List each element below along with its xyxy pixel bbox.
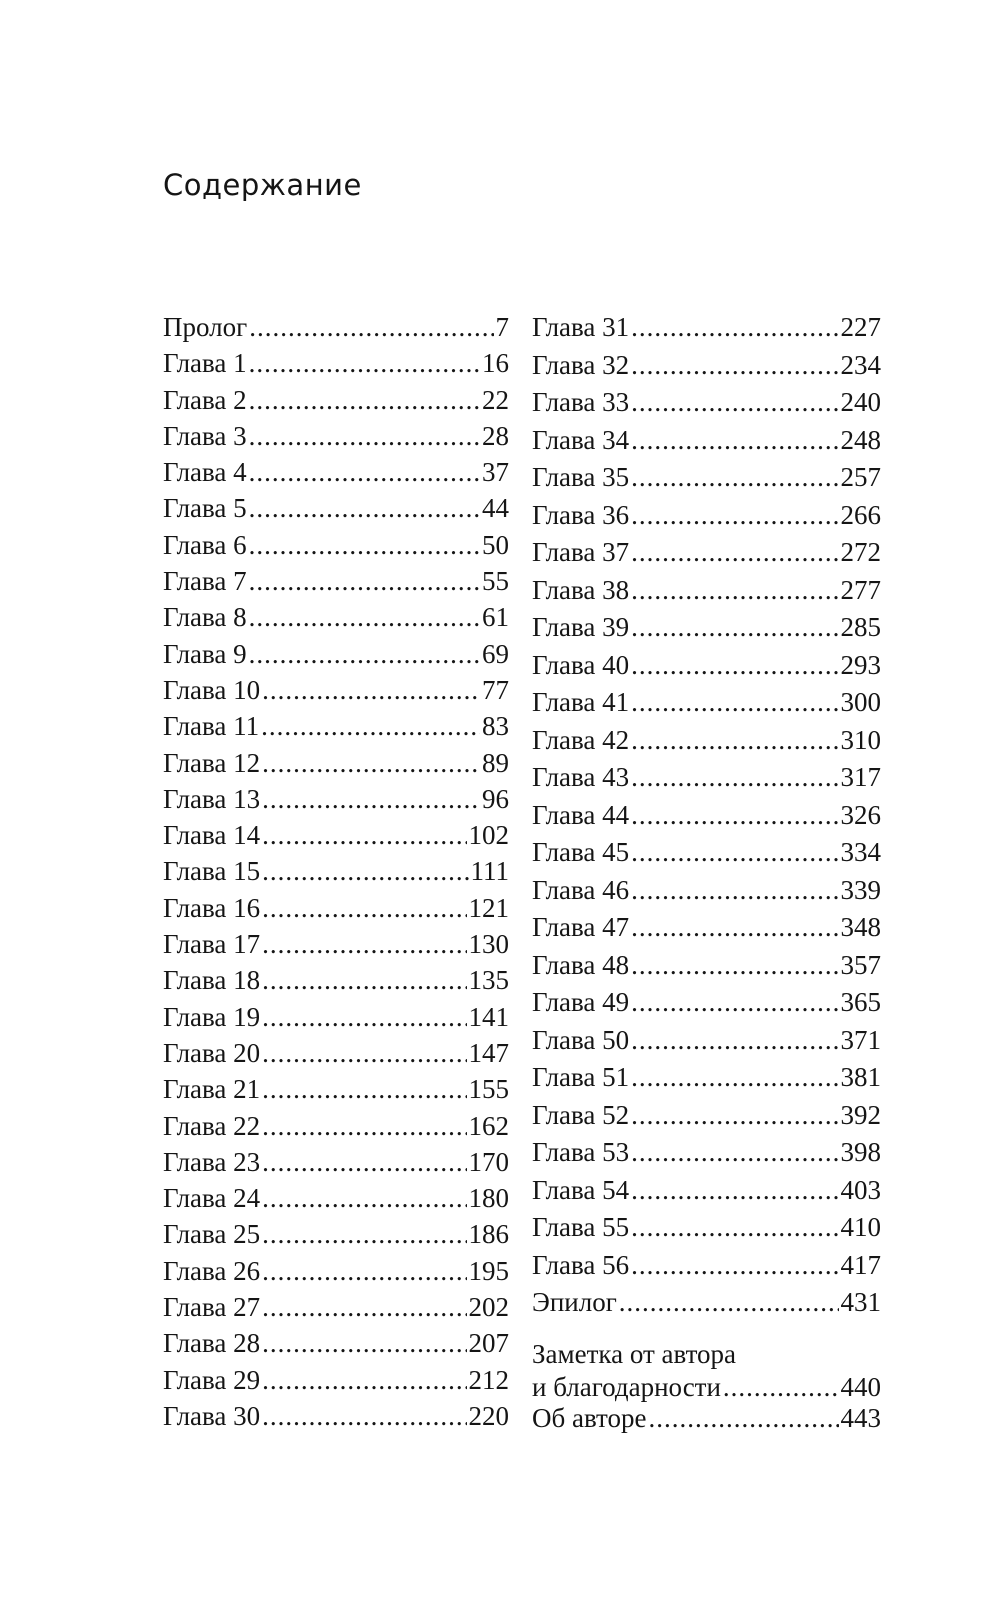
toc-label: Глава 51 — [532, 1062, 630, 1092]
toc-entry[interactable] — [163, 1365, 509, 1401]
toc-page-number: 135 — [468, 965, 509, 996]
toc-entry[interactable] — [532, 725, 881, 763]
toc-entry[interactable] — [532, 612, 881, 650]
toc-label: Глава 52 — [532, 1099, 630, 1130]
toc-label: Глава 12 — [163, 747, 261, 778]
dot-leader — [262, 929, 466, 959]
toc-page-number: 257 — [840, 462, 881, 492]
dot-leader — [631, 650, 838, 680]
toc-label: Глава 17 — [163, 929, 261, 960]
toc-label: Глава 31 — [532, 312, 630, 342]
toc-entry[interactable] — [163, 1074, 509, 1110]
toc-entry[interactable] — [163, 530, 509, 566]
toc-entry[interactable] — [163, 421, 509, 457]
page-title: Содержание — [163, 168, 362, 202]
toc-entry[interactable] — [163, 312, 509, 348]
toc-page-number: 83 — [482, 711, 509, 742]
dot-leader — [631, 1025, 838, 1055]
toc-column-left — [163, 312, 509, 1437]
toc-entry[interactable] — [163, 602, 509, 638]
toc-page-number: 195 — [468, 1255, 509, 1286]
toc-page-number: 121 — [468, 892, 509, 923]
toc-page-number: 339 — [840, 874, 881, 905]
toc-column-right — [532, 312, 881, 1440]
dot-leader — [249, 312, 493, 342]
dot-leader — [249, 566, 480, 596]
toc-page-number: 293 — [840, 649, 881, 680]
toc-page-number: 61 — [482, 602, 509, 633]
toc-entry[interactable] — [163, 1147, 509, 1183]
toc-entry[interactable] — [532, 650, 881, 688]
toc-entry[interactable] — [163, 784, 509, 820]
toc-entry[interactable] — [163, 1111, 509, 1147]
toc-page-number: 285 — [840, 612, 881, 642]
toc-entry[interactable] — [163, 457, 509, 493]
toc-label: Глава 3 — [163, 420, 247, 451]
toc-label: Глава 20 — [163, 1037, 261, 1068]
toc-entry[interactable] — [532, 837, 881, 875]
toc-page-number: 37 — [482, 457, 509, 488]
toc-label: Глава 6 — [163, 529, 247, 560]
dot-leader — [262, 965, 466, 995]
dot-leader — [262, 1074, 466, 1104]
toc-entry[interactable] — [163, 965, 509, 1001]
dot-leader — [262, 1002, 466, 1032]
toc-label: Глава 22 — [163, 1110, 261, 1141]
toc-entry[interactable] — [163, 1219, 509, 1255]
toc-label: Пролог — [163, 312, 248, 342]
toc-entry[interactable] — [163, 1256, 509, 1292]
dot-leader — [262, 1328, 466, 1358]
toc-entry[interactable] — [532, 575, 881, 613]
toc-label: Глава 56 — [532, 1249, 630, 1280]
dot-leader — [262, 784, 480, 814]
toc-label: Глава 33 — [532, 387, 630, 417]
toc-label: Глава 53 — [532, 1137, 630, 1167]
toc-entry[interactable] — [532, 462, 881, 500]
toc-label: Глава 46 — [532, 874, 630, 905]
dot-leader — [631, 462, 838, 492]
toc-page-number: 348 — [840, 912, 881, 942]
dot-leader — [631, 500, 838, 530]
toc-label: Заметка от автора — [532, 1338, 737, 1369]
toc-entry[interactable] — [163, 929, 509, 965]
toc-entry[interactable] — [532, 950, 881, 988]
toc-label: Глава 14 — [163, 820, 261, 851]
dot-leader — [631, 612, 838, 642]
toc-label: Глава 23 — [163, 1146, 261, 1177]
toc-label: Глава 1 — [163, 348, 247, 379]
toc-page-number: 443 — [840, 1402, 881, 1433]
toc-page-number: 398 — [840, 1137, 881, 1167]
toc-label: Глава 24 — [163, 1183, 261, 1214]
dot-leader — [631, 687, 838, 717]
dot-leader — [262, 1256, 466, 1286]
toc-label: Глава 55 — [532, 1212, 630, 1242]
toc-entry[interactable] — [532, 1250, 881, 1288]
toc-entry[interactable] — [163, 1328, 509, 1364]
toc-page-number: 69 — [482, 638, 509, 669]
dot-leader — [631, 350, 838, 380]
toc-entry[interactable] — [163, 1002, 509, 1038]
toc-label: Глава 47 — [532, 912, 630, 942]
dot-leader — [262, 1401, 466, 1431]
toc-page-number: 431 — [840, 1287, 881, 1317]
toc-entry[interactable] — [163, 856, 509, 892]
dot-leader — [631, 912, 838, 942]
toc-label: Глава 7 — [163, 566, 247, 597]
toc-entry[interactable] — [163, 348, 509, 384]
dot-leader — [262, 1365, 466, 1395]
dot-leader — [631, 762, 838, 792]
toc-page-number: 417 — [840, 1249, 881, 1280]
toc-page-number: 89 — [482, 747, 509, 778]
toc-page-number: 357 — [840, 949, 881, 980]
dot-leader — [249, 421, 480, 451]
toc-page-number: 77 — [482, 674, 509, 705]
toc-label: Глава 30 — [163, 1400, 261, 1431]
toc-page-number: 7 — [495, 312, 509, 342]
toc-page-number: 371 — [840, 1024, 881, 1055]
toc-label: Глава 39 — [532, 612, 630, 642]
dot-leader — [631, 387, 838, 417]
toc-label: Глава 21 — [163, 1074, 261, 1105]
dot-leader — [262, 675, 480, 705]
dot-leader — [249, 457, 480, 487]
toc-label: Глава 54 — [532, 1174, 630, 1205]
toc-page-number: 381 — [840, 1062, 881, 1092]
toc-page-number: 212 — [468, 1364, 509, 1395]
toc-page-number: 147 — [468, 1037, 509, 1068]
toc-label: Глава 10 — [163, 674, 261, 705]
toc-entry[interactable] — [532, 350, 881, 388]
toc-page-number: 202 — [468, 1292, 509, 1323]
toc-label: Глава 44 — [532, 799, 630, 830]
dot-leader — [262, 1111, 466, 1141]
toc-page-number: 266 — [840, 499, 881, 530]
dot-leader — [262, 856, 468, 886]
toc-label: Глава 37 — [532, 537, 630, 567]
toc-entry[interactable] — [163, 1183, 509, 1219]
dot-leader — [619, 1287, 839, 1317]
toc-page-number: 410 — [840, 1212, 881, 1242]
toc-page-number: 22 — [482, 384, 509, 415]
toc-entry[interactable] — [163, 1292, 509, 1328]
toc-label: Глава 36 — [532, 499, 630, 530]
toc-label: Эпилог — [532, 1287, 617, 1317]
toc-entry[interactable] — [532, 1025, 881, 1063]
toc-page-number: 317 — [840, 762, 881, 792]
toc-label: Глава 11 — [163, 711, 260, 742]
toc-page-number: 55 — [482, 566, 509, 597]
toc-label: Глава 28 — [163, 1328, 261, 1359]
dot-leader — [249, 530, 480, 560]
toc-entry[interactable] — [163, 1401, 509, 1437]
toc-page-number: 392 — [840, 1099, 881, 1130]
toc-label: Глава 42 — [532, 724, 630, 755]
toc-page-number: 170 — [468, 1146, 509, 1177]
toc-label: Глава 5 — [163, 493, 247, 524]
toc-page-number: 207 — [468, 1328, 509, 1359]
dot-leader — [262, 1292, 466, 1322]
dot-leader — [631, 425, 838, 455]
toc-entry[interactable] — [532, 987, 881, 1025]
toc-label: Глава 29 — [163, 1364, 261, 1395]
dot-leader — [262, 748, 480, 778]
toc-entry[interactable] — [532, 800, 881, 838]
toc-entry[interactable] — [532, 1062, 881, 1100]
toc-page-number: 162 — [468, 1110, 509, 1141]
toc-entry[interactable] — [163, 748, 509, 784]
toc-page-number: 326 — [840, 799, 881, 830]
toc-label: Глава 8 — [163, 602, 247, 633]
toc-entry[interactable] — [532, 1287, 881, 1325]
toc-entry[interactable] — [532, 1137, 881, 1175]
dot-leader — [631, 575, 838, 605]
toc-page-number: 50 — [482, 529, 509, 560]
dot-leader — [648, 1403, 838, 1433]
dot-leader — [262, 893, 466, 923]
dot-leader — [631, 950, 838, 980]
toc-entry-author-notes[interactable] — [532, 1337, 881, 1403]
toc-page-number: 300 — [840, 687, 881, 717]
toc-entry[interactable] — [532, 1175, 881, 1213]
toc-entry[interactable] — [163, 711, 509, 747]
dot-leader — [261, 711, 480, 741]
toc-label: Глава 27 — [163, 1292, 261, 1323]
toc-entry[interactable] — [532, 687, 881, 725]
dot-leader — [249, 385, 480, 415]
toc-label: Глава 9 — [163, 638, 247, 669]
toc-page-number: 96 — [482, 783, 509, 814]
dot-leader — [723, 1371, 839, 1403]
toc-label: Глава 4 — [163, 457, 247, 488]
toc-entry[interactable] — [163, 893, 509, 929]
toc-label: Глава 38 — [532, 574, 630, 605]
toc-label: Глава 34 — [532, 424, 630, 455]
dot-leader — [631, 1175, 838, 1205]
toc-label: Глава 26 — [163, 1255, 261, 1286]
dot-leader — [631, 837, 838, 867]
toc-label: Глава 32 — [532, 349, 630, 380]
toc-page-number: 111 — [470, 856, 509, 887]
toc-label: Глава 13 — [163, 783, 261, 814]
toc-entry[interactable] — [532, 537, 881, 575]
toc-label: Глава 18 — [163, 965, 261, 996]
toc-entry[interactable] — [163, 639, 509, 675]
toc-page-number: 227 — [840, 312, 881, 342]
toc-entry[interactable] — [163, 493, 509, 529]
toc-label: Глава 19 — [163, 1001, 261, 1032]
toc-entry[interactable] — [163, 820, 509, 856]
toc-page-number: 234 — [840, 349, 881, 380]
toc-entry[interactable] — [532, 1100, 881, 1138]
toc-page-number: 16 — [482, 348, 509, 379]
toc-label: Глава 41 — [532, 687, 630, 717]
toc-page-number: 248 — [840, 424, 881, 455]
dot-leader — [631, 987, 838, 1017]
toc-entry[interactable] — [163, 566, 509, 602]
dot-leader — [631, 875, 838, 905]
toc-page-number: 365 — [840, 987, 881, 1017]
dot-leader — [262, 1038, 466, 1068]
toc-entry[interactable] — [532, 425, 881, 463]
toc-page-number: 334 — [840, 837, 881, 867]
toc-label: Глава 48 — [532, 949, 630, 980]
toc-page-number: 272 — [840, 537, 881, 567]
dot-leader — [249, 602, 480, 632]
toc-page-number: 310 — [840, 724, 881, 755]
toc-entry[interactable] — [532, 912, 881, 950]
toc-label: Глава 2 — [163, 384, 247, 415]
toc-label: Глава 35 — [532, 462, 630, 492]
dot-leader — [631, 1212, 838, 1242]
toc-entry[interactable] — [163, 1038, 509, 1074]
dot-leader — [262, 1183, 466, 1213]
dot-leader — [631, 725, 838, 755]
toc-label: Глава 25 — [163, 1219, 261, 1250]
dot-leader — [262, 820, 466, 850]
dot-leader — [262, 1147, 466, 1177]
toc-label: Глава 43 — [532, 762, 630, 792]
toc-page-number: 186 — [468, 1219, 509, 1250]
toc-page-number: 220 — [468, 1400, 509, 1431]
toc-label: Глава 40 — [532, 649, 630, 680]
toc-page-number: 240 — [840, 387, 881, 417]
toc-label: Глава 45 — [532, 837, 630, 867]
toc-page-number: 155 — [468, 1074, 509, 1105]
dot-leader — [249, 493, 480, 523]
toc-entry[interactable] — [532, 312, 881, 350]
toc-entry[interactable] — [532, 387, 881, 425]
toc-page-number: 28 — [482, 420, 509, 451]
toc-entry[interactable] — [532, 500, 881, 538]
dot-leader — [631, 800, 838, 830]
toc-entry-about-author[interactable] — [532, 1403, 881, 1441]
dot-leader — [631, 1250, 838, 1280]
toc-page-number: 102 — [468, 820, 509, 851]
toc-page-number: 180 — [468, 1183, 509, 1214]
toc-label: и благодарности — [532, 1371, 721, 1402]
toc-entry[interactable] — [163, 675, 509, 711]
dot-leader — [631, 537, 838, 567]
dot-leader — [262, 1219, 466, 1249]
toc-label: Глава 15 — [163, 856, 261, 887]
toc-right-entries — [532, 312, 881, 1325]
toc-page-number: 403 — [840, 1174, 881, 1205]
toc-page-number: 440 — [840, 1371, 881, 1402]
toc-entry[interactable] — [532, 762, 881, 800]
dot-leader — [631, 1100, 838, 1130]
toc-label: Глава 50 — [532, 1024, 630, 1055]
toc-page-number: 141 — [468, 1001, 509, 1032]
toc-label: Глава 16 — [163, 892, 261, 923]
toc-page-number: 44 — [482, 493, 509, 524]
dot-leader — [631, 1062, 838, 1092]
toc-label: Об авторе — [532, 1402, 647, 1433]
dot-leader — [249, 348, 480, 378]
dot-leader — [631, 1137, 838, 1167]
toc-entry[interactable] — [532, 875, 881, 913]
toc-page-number: 277 — [840, 574, 881, 605]
dot-leader — [249, 639, 480, 669]
toc-page-number: 130 — [468, 929, 509, 960]
toc-label: Глава 49 — [532, 987, 630, 1017]
dot-leader — [631, 312, 838, 342]
toc-entry[interactable] — [532, 1212, 881, 1250]
toc-entry[interactable] — [163, 385, 509, 421]
